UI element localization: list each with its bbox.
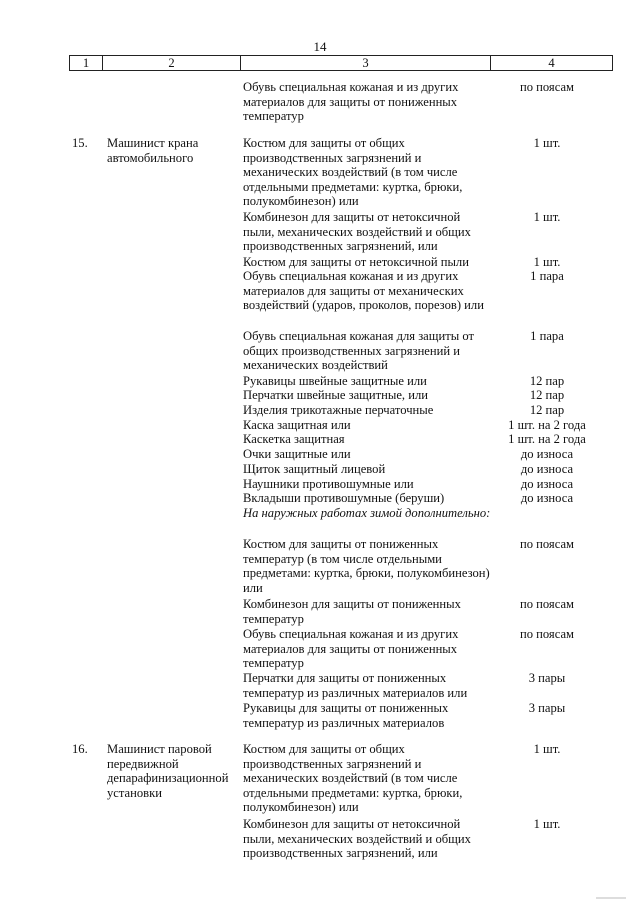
issue-norm: 1 шт. на 2 года <box>508 418 586 432</box>
ppe-item: Комбинезон для защиты от нетоксичной пыли, механических воздействий и общих производственных загрязнений, или <box>243 210 471 254</box>
column-header-1: 1 <box>70 56 103 71</box>
ppe-item: Рукавицы для защиты от пониженных температур из различных материалов <box>243 701 449 730</box>
ppe-item: Рукавицы швейные защитные или <box>243 374 427 388</box>
row-number: 15. <box>72 136 88 150</box>
issue-norm: 3 пары <box>528 701 566 715</box>
issue-norm: по поясам <box>519 597 575 611</box>
ppe-item: Костюм для защиты от нетоксичной пыли <box>243 255 469 269</box>
ppe-item: Наушники противошумные или <box>243 477 414 491</box>
ppe-item: Обувь специальная кожаная и из других материалов для защиты от пониженных температур <box>243 80 459 124</box>
column-header-2: 2 <box>103 56 241 71</box>
issue-norm: 1 шт. <box>533 742 561 756</box>
ppe-item: Обувь специальная кожаная и из других материалов для защиты от пониженных температур <box>243 627 459 671</box>
ppe-item: Изделия трикотажные перчаточные <box>243 403 434 417</box>
profession-name: Машинист паровой передвижной депарафинизационной установки <box>107 742 229 800</box>
ppe-item: Костюм для защиты от общих производственных загрязнений и механических воздействий (в том числе отдельными предметами: куртка, брюки, полукомбинезон) или <box>243 136 463 209</box>
issue-norm: 12 пар <box>529 374 565 388</box>
ppe-item: Очки защитные или <box>243 447 351 461</box>
issue-norm: до износа <box>520 462 574 476</box>
ppe-item: Комбинезон для защиты от пониженных температур <box>243 597 461 626</box>
issue-norm: 3 пары <box>528 671 566 685</box>
ppe-item: Вкладыши противошумные (беруши) <box>243 491 445 505</box>
column-header-4: 4 <box>491 56 613 71</box>
ppe-item: Комбинезон для защиты от нетоксичной пыли, механических воздействий и общих производственных загрязнений, или <box>243 817 471 861</box>
ppe-item: Обувь специальная кожаная и из других материалов для защиты от механических воздействий (ударов, проколов, порезов) или <box>243 269 484 313</box>
issue-norm: по поясам <box>519 80 575 94</box>
issue-norm: 1 шт. <box>533 136 561 150</box>
ppe-item: Перчатки швейные защитные, или <box>243 388 428 402</box>
issue-norm: 1 шт. <box>533 210 561 224</box>
issue-norm: до износа <box>520 477 574 491</box>
issue-norm: 1 шт. на 2 года <box>508 432 586 446</box>
issue-norm: 1 пара <box>530 329 564 343</box>
column-header-row <box>70 56 613 71</box>
ppe-item: Костюм для защиты от пониженных температур (в том числе отдельными предметами: куртка, брюки, полукомбинезон) или <box>243 537 490 595</box>
ppe-item: Каскетка защитная <box>243 432 345 446</box>
issue-norm: 1 пара <box>530 269 564 283</box>
column-header-3: 3 <box>241 56 491 71</box>
ppe-item: На наружных работах зимой дополнительно: <box>243 506 491 520</box>
issue-norm: до износа <box>520 447 574 461</box>
scan-artifact <box>596 897 626 899</box>
issue-norm: по поясам <box>519 537 575 551</box>
ppe-item: Обувь специальная кожаная для защиты от общих производственных загрязнений и механических воздействий <box>243 329 474 373</box>
ppe-item: Перчатки для защиты от пониженных температур из различных материалов или <box>243 671 468 700</box>
issue-norm: 1 шт. <box>533 817 561 831</box>
issue-norm: по поясам <box>519 627 575 641</box>
issue-norm: 12 пар <box>529 403 565 417</box>
profession-name: Машинист крана автомобильного <box>107 136 199 165</box>
ppe-item: Костюм для защиты от общих производственных загрязнений и механических воздействий (в том числе отдельными предметами: куртка, брюки, полукомбинезон) или <box>243 742 463 815</box>
ppe-item: Щиток защитный лицевой <box>243 462 386 476</box>
issue-norm: 12 пар <box>529 388 565 402</box>
issue-norm: 1 шт. <box>533 255 561 269</box>
page-number: 14 <box>313 39 327 54</box>
column-header-table <box>69 55 613 71</box>
row-number: 16. <box>72 742 88 756</box>
ppe-item: Каска защитная или <box>243 418 351 432</box>
issue-norm: до износа <box>520 491 574 505</box>
